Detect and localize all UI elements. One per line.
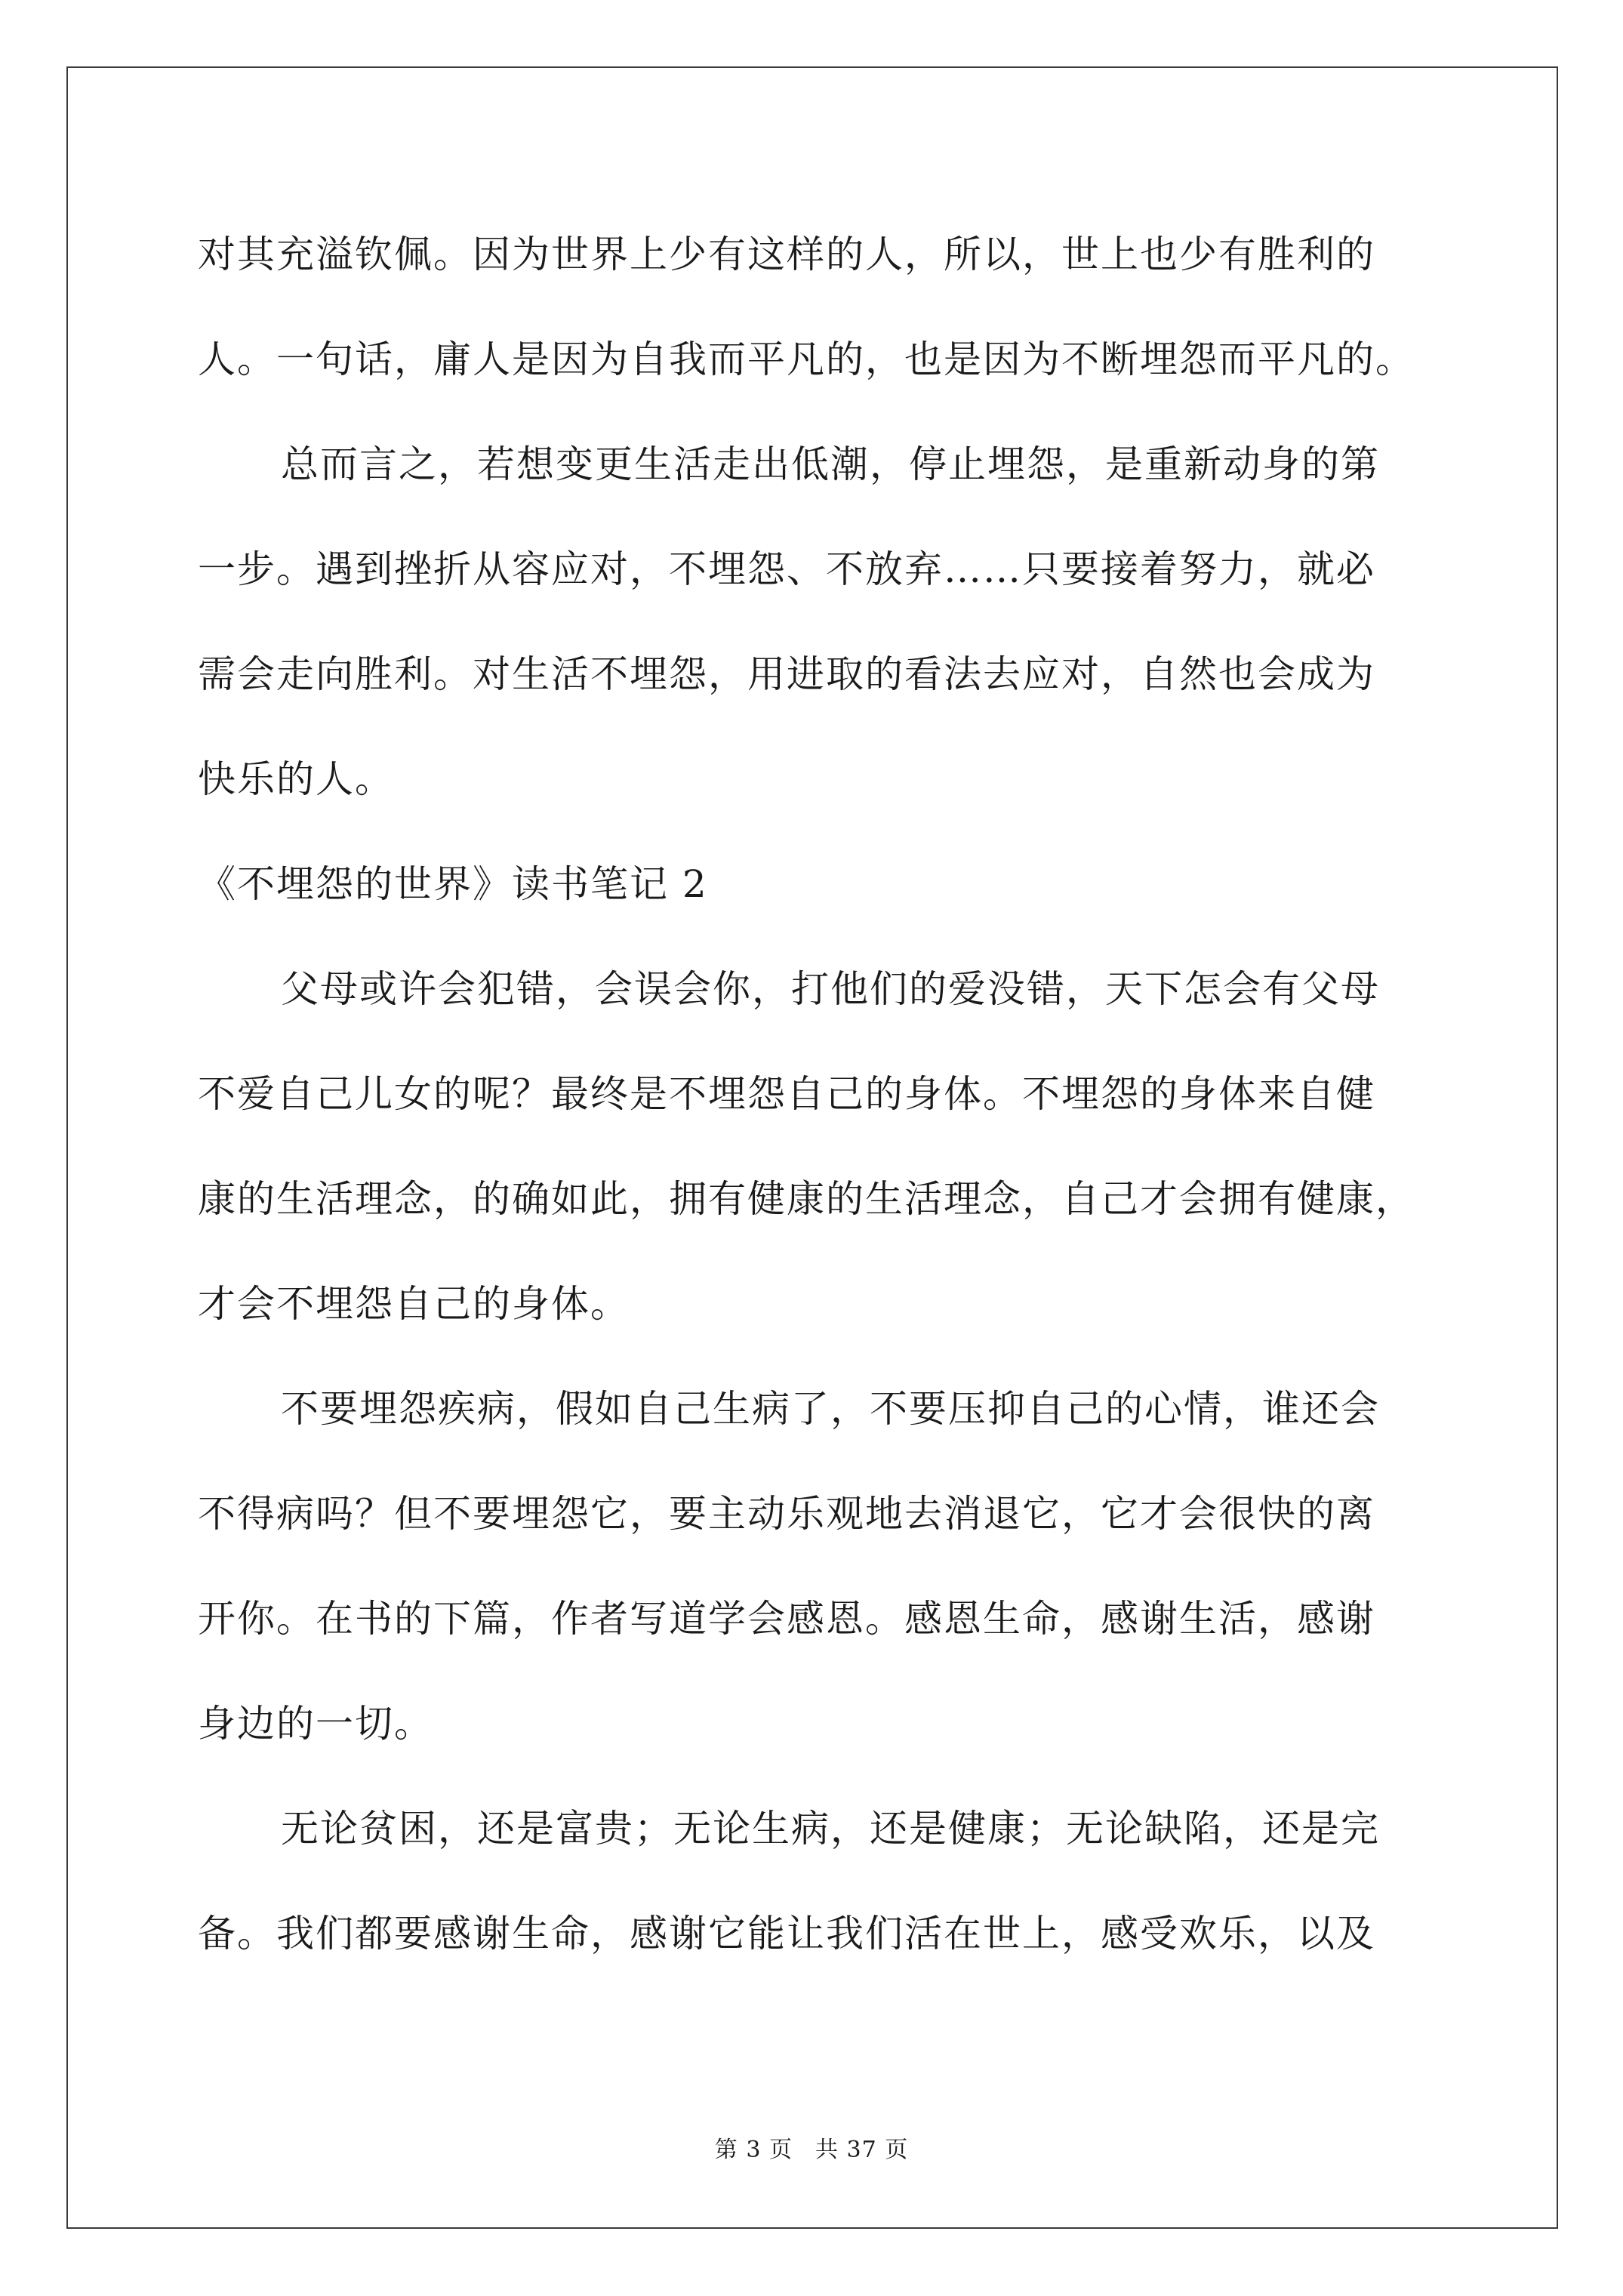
text-line: 人。一句话，庸人是因为自我而平凡的，也是因为不断埋怨而平凡的。 xyxy=(198,337,1415,381)
page-number: 第 3 页 xyxy=(714,2137,793,2163)
section-heading: 《不埋怨的世界》读书笔记 2 xyxy=(198,862,708,906)
text-line: 不爱自己儿女的呢？最终是不埋怨自己的身体。不埋怨的身体来自健 xyxy=(198,1072,1375,1116)
paragraph-start-line: 无论贫困，还是富贵；无论生病，还是健康；无论缺陷，还是完 xyxy=(281,1807,1380,1851)
paragraph-start-line: 总而言之，若想变更生活走出低潮，停止埋怨，是重新动身的第 xyxy=(281,442,1380,486)
page-total: 共 37 页 xyxy=(815,2137,909,2163)
text-line: 快乐的人。 xyxy=(198,757,394,801)
text-line: 才会不埋怨自己的身体。 xyxy=(198,1282,630,1326)
text-line: 开你。在书的下篇，作者写道学会感恩。感恩生命，感谢生活，感谢 xyxy=(198,1597,1375,1641)
text-line: 不得病吗？但不要埋怨它，要主动乐观地去消退它，它才会很快的离 xyxy=(198,1492,1375,1536)
text-line: 需会走向胜利。对生活不埋怨，用进取的看法去应对，自然也会成为 xyxy=(198,652,1375,696)
paragraph-start-line: 父母或许会犯错，会误会你，打他们的爱没错，天下怎会有父母 xyxy=(281,967,1380,1011)
page-footer xyxy=(0,2131,1623,2164)
paragraph-start-line: 不要埋怨疾病，假如自己生病了，不要压抑自己的心情，谁还会 xyxy=(281,1387,1380,1431)
text-line: 备。我们都要感谢生命，感谢它能让我们活在世上，感受欢乐，以及 xyxy=(198,1912,1375,1955)
text-line: 康的生活理念，的确如此，拥有健康的生活理念，自己才会拥有健康， xyxy=(198,1177,1415,1221)
text-line: 一步。遇到挫折从容应对，不埋怨、不放弃……只要接着努力，就必 xyxy=(198,547,1375,591)
document-body xyxy=(198,202,1451,1986)
text-line: 身边的一切。 xyxy=(198,1702,433,1746)
text-line: 对其充溢钦佩。因为世界上少有这样的人，所以，世上也少有胜利的 xyxy=(198,233,1375,276)
